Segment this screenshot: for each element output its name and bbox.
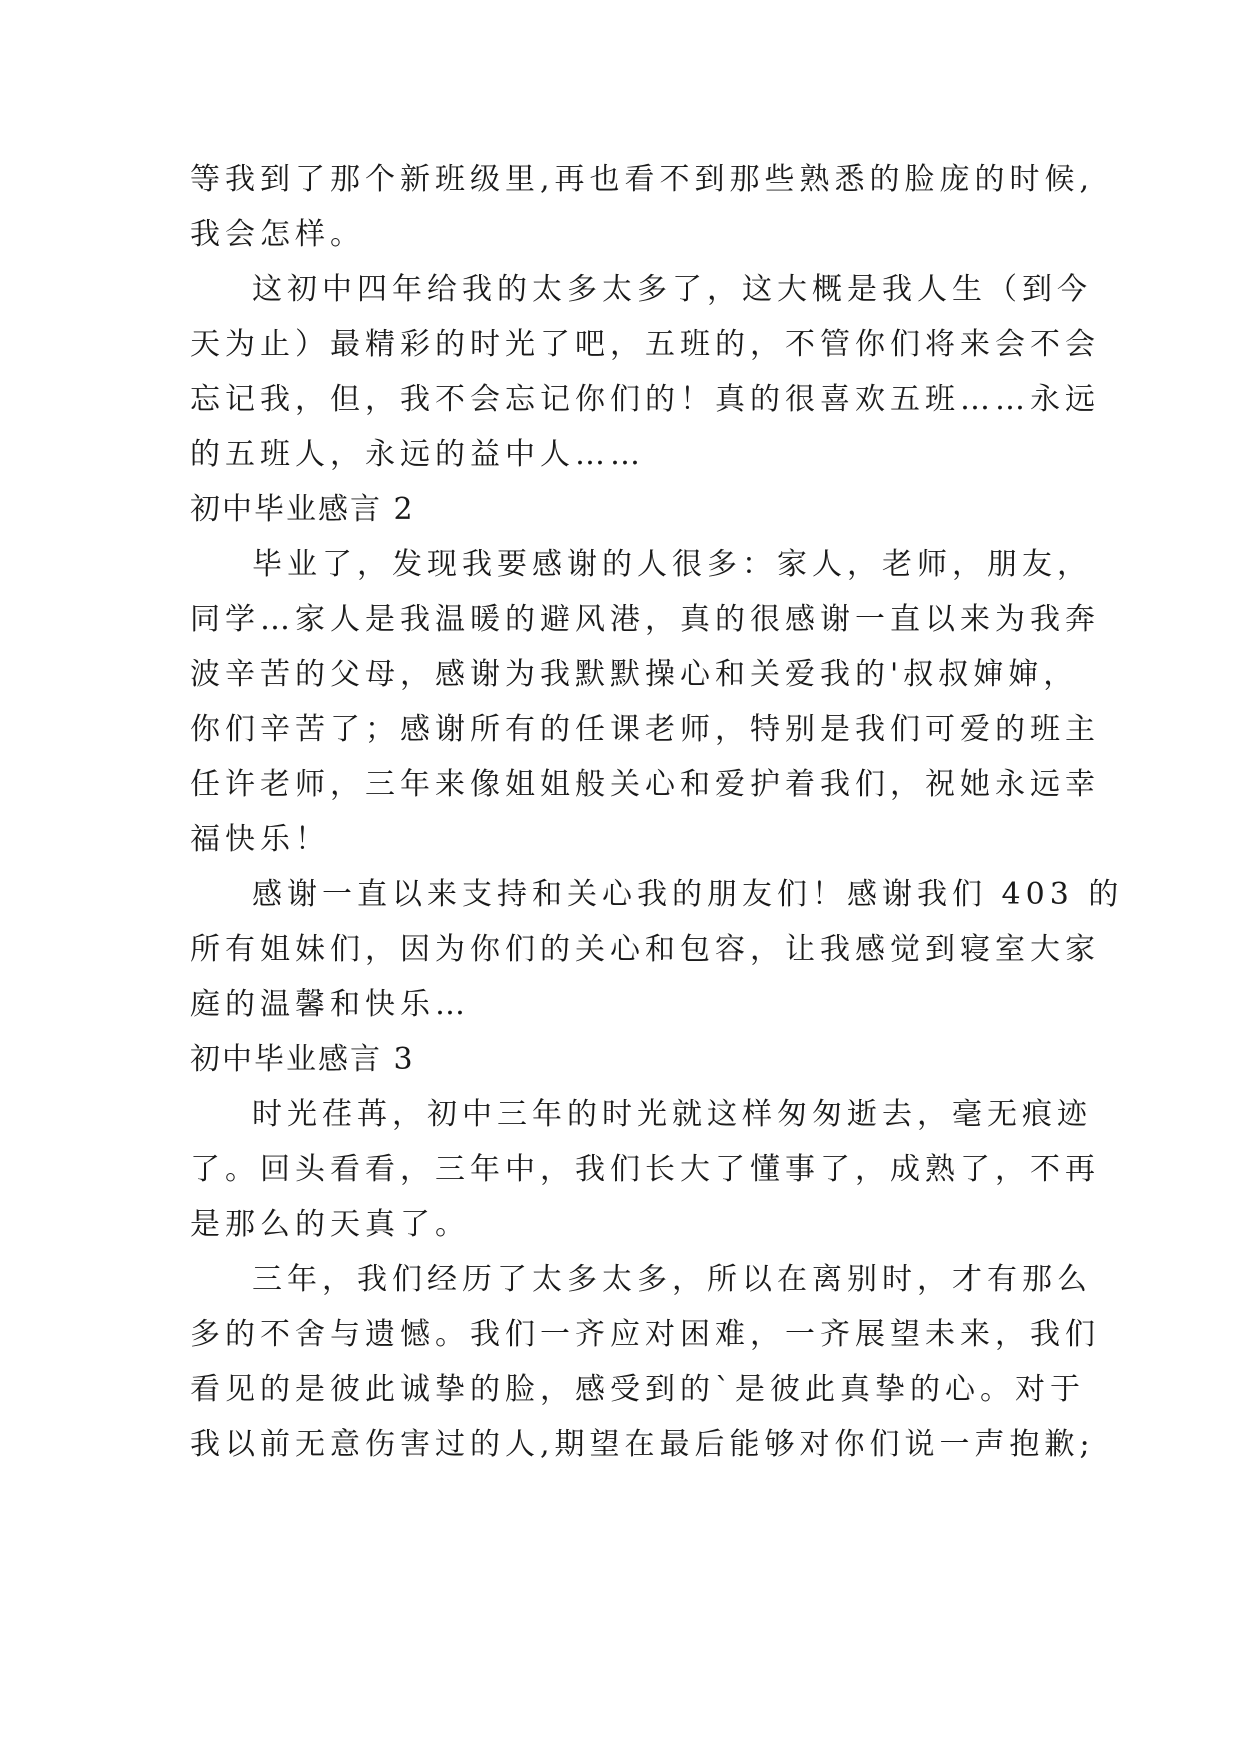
section-heading: 初中毕业感言 3	[190, 1042, 415, 1077]
paragraph-first-line: 时光荏苒，初中三年的时光就这样匆匆逝去，毫无痕迹	[252, 1097, 1092, 1132]
paragraph-first-line: 毕业了，发现我要感谢的人很多：家人，老师，朋友，	[252, 547, 1092, 582]
paragraph-line: 我以前无意伤害过的人,期望在最后能够对你们说一声抱歉;	[190, 1427, 1095, 1462]
paragraph-line: 福快乐！	[190, 822, 330, 857]
paragraph-line: 的五班人，永远的益中人……	[190, 437, 645, 472]
paragraph-line: 我会怎样。	[190, 217, 365, 252]
paragraph-first-line: 感谢一直以来支持和关心我的朋友们！感谢我们 403 的	[252, 877, 1124, 912]
paragraph-line: 忘记我，但，我不会忘记你们的！真的很喜欢五班……永远	[190, 382, 1100, 417]
paragraph-line: 同学…家人是我温暖的避风港，真的很感谢一直以来为我奔	[190, 602, 1100, 637]
paragraph-line: 庭的温馨和快乐…	[190, 987, 470, 1022]
paragraph-line: 天为止）最精彩的时光了吧，五班的，不管你们将来会不会	[190, 327, 1100, 362]
paragraph-line: 你们辛苦了；感谢所有的任课老师，特别是我们可爱的班主	[190, 712, 1100, 747]
paragraph-line: 是那么的天真了。	[190, 1207, 470, 1242]
paragraph-line: 看见的是彼此诚挚的脸，感受到的`是彼此真挚的心。对于	[190, 1372, 1085, 1407]
section-heading: 初中毕业感言 2	[190, 492, 415, 527]
paragraph-line: 多的不舍与遗憾。我们一齐应对困难，一齐展望未来，我们	[190, 1317, 1100, 1352]
paragraph-line: 所有姐妹们，因为你们的关心和包容，让我感觉到寝室大家	[190, 932, 1100, 967]
paragraph-line: 等我到了那个新班级里,再也看不到那些熟悉的脸庞的时候,	[190, 162, 1095, 197]
paragraph-first-line: 这初中四年给我的太多太多了，这大概是我人生（到今	[252, 272, 1092, 307]
paragraph-first-line: 三年，我们经历了太多太多，所以在离别时，才有那么	[252, 1262, 1092, 1297]
paragraph-line: 了。回头看看，三年中，我们长大了懂事了，成熟了，不再	[190, 1152, 1100, 1187]
paragraph-line: 波辛苦的父母，感谢为我默默操心和关爱我的'叔叔婶婶，	[190, 657, 1079, 692]
paragraph-line: 任许老师，三年来像姐姐般关心和爱护着我们，祝她永远幸	[190, 767, 1100, 802]
